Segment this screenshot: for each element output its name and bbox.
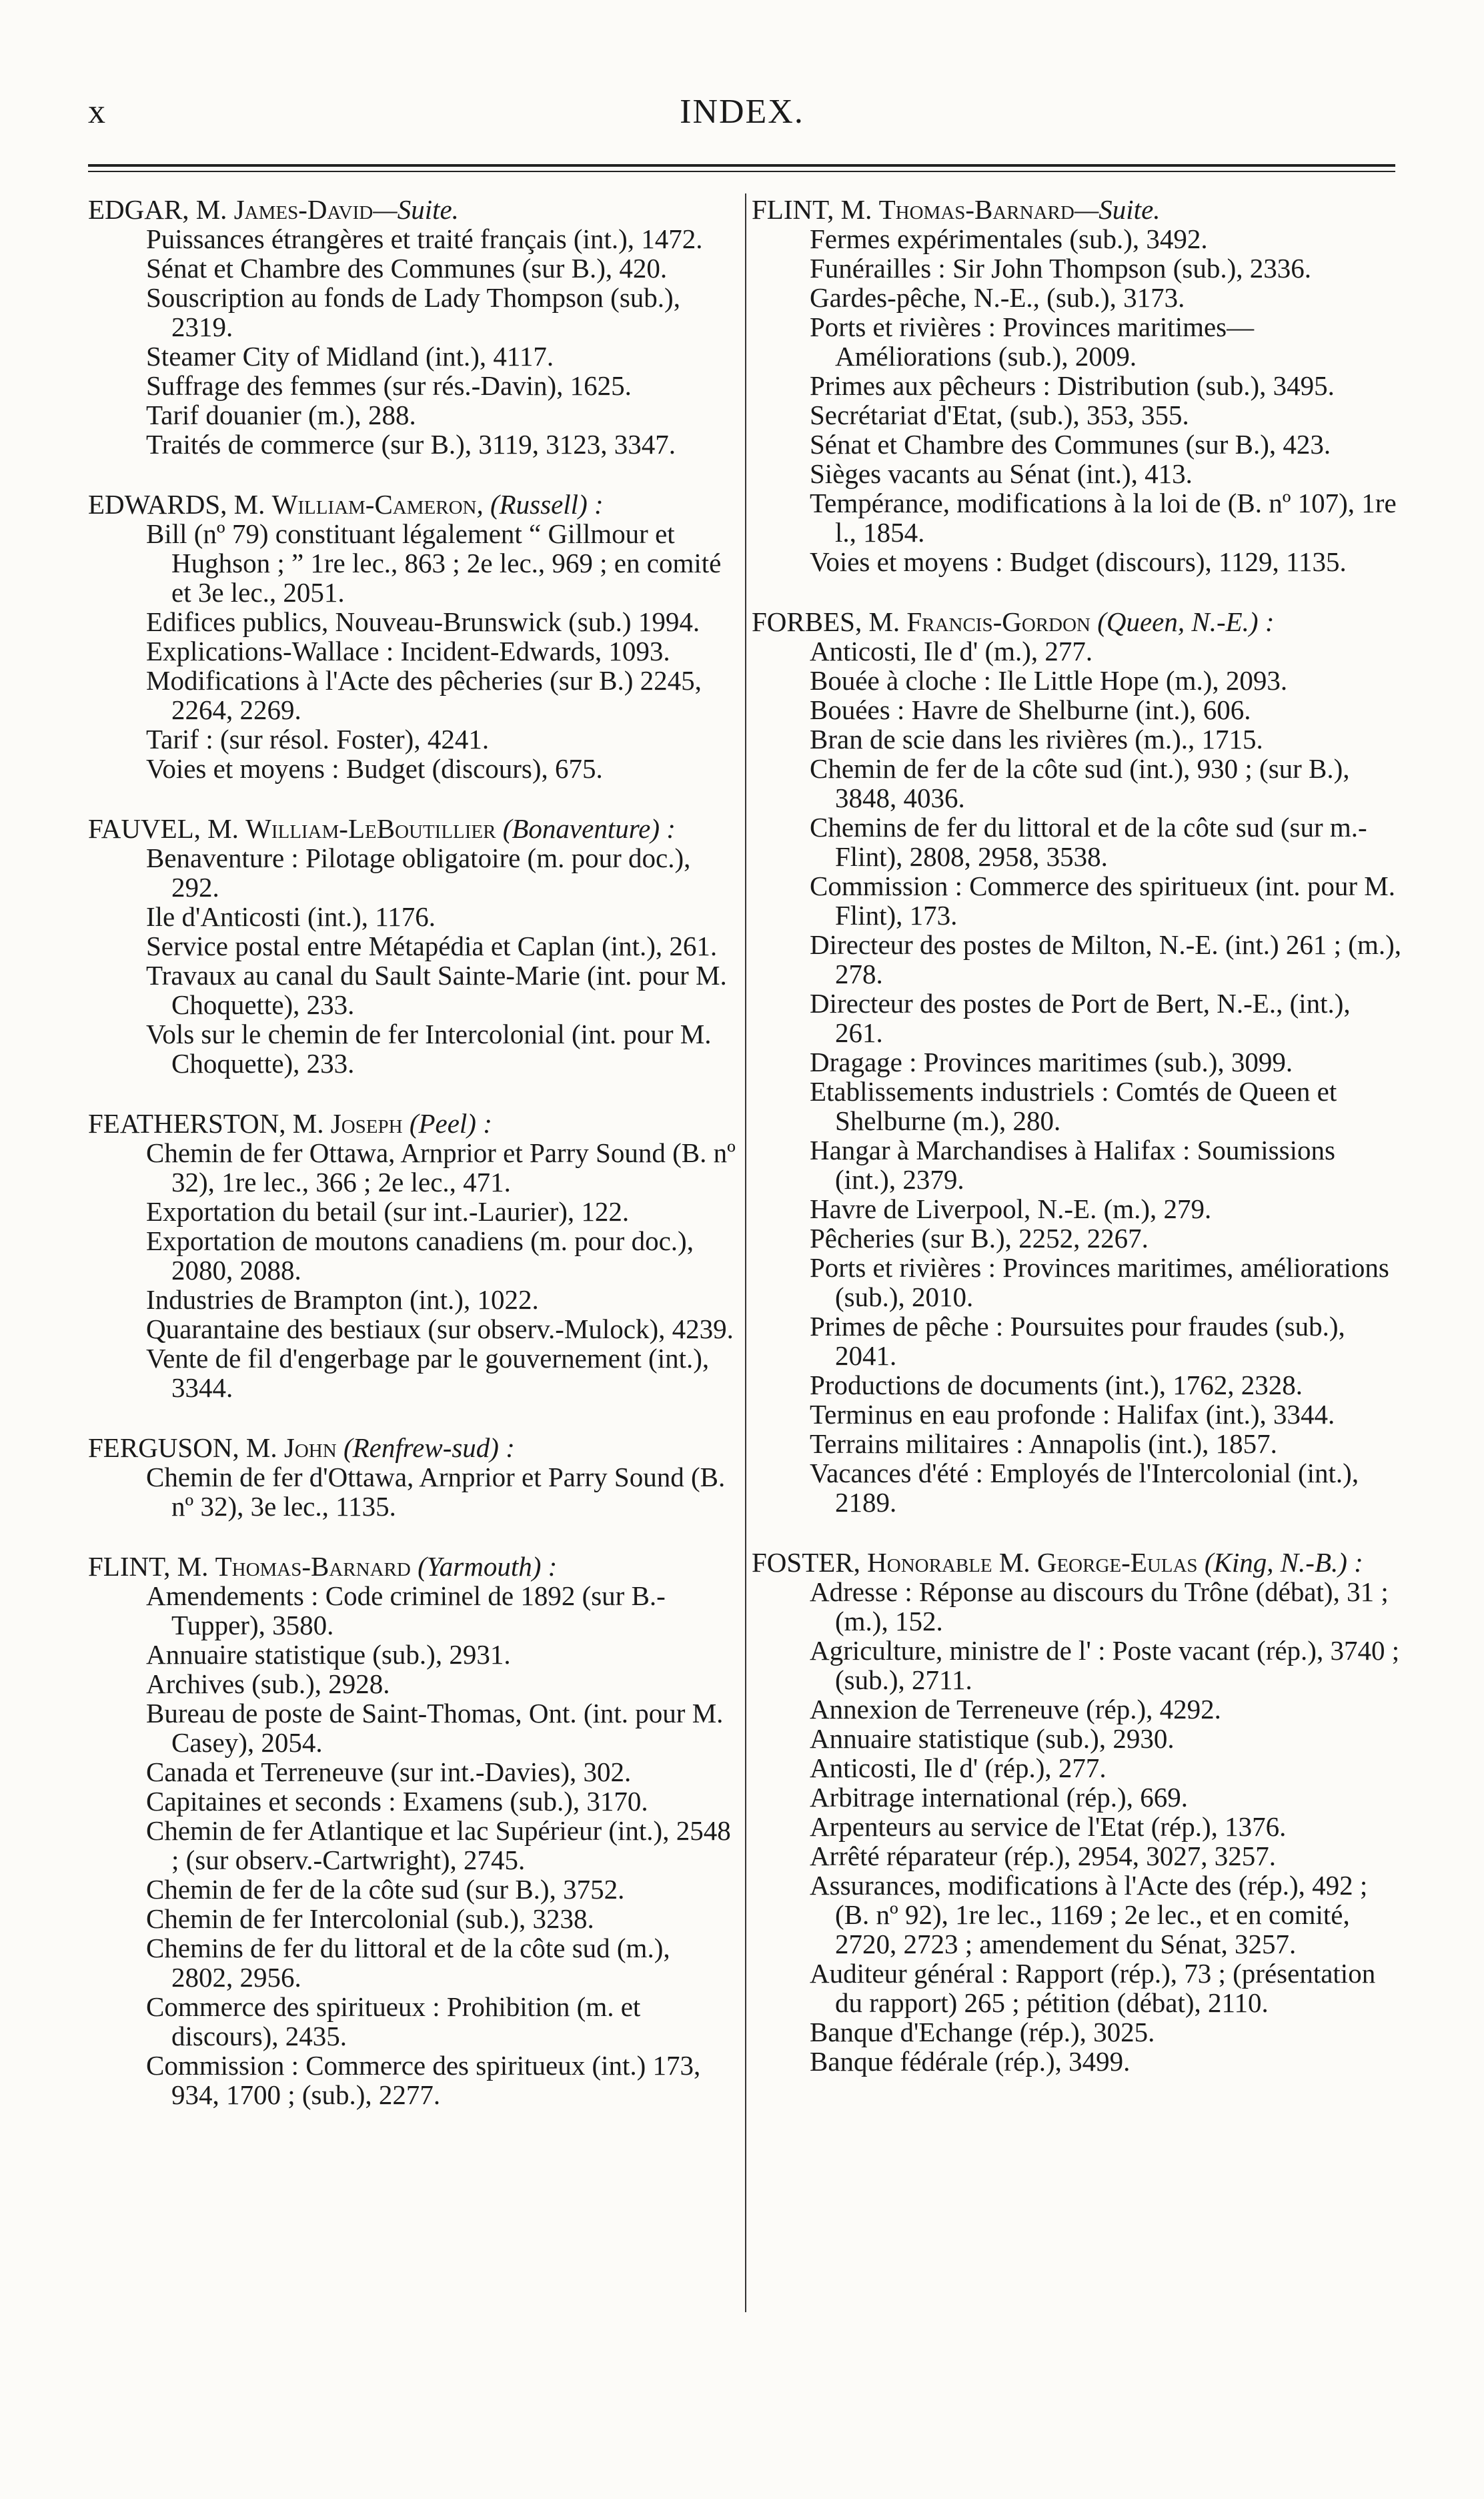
entry-subitem: Fermes expérimentales (sub.), 3492.: [810, 223, 1208, 254]
entry-subitem: Chemin de fer de la côte sud (int.), 930 ; (sur B.), 3848, 4036.: [810, 753, 1350, 813]
header-rule-thick: [88, 164, 1395, 167]
entry-subitem: Tempérance, modifications à la loi de (B. nº 107), 1re l., 1854.: [810, 488, 1397, 548]
entry-subitem: Adresse : Réponse au discours du Trône (débat), 31 ; (m.), 152.: [810, 1576, 1389, 1636]
entry-subitem: Chemin de fer Ottawa, Arnprior et Parry Sound (B. nº 32), 1re lec., 366 ; 2e lec., 471.: [146, 1137, 736, 1197]
entry-subitem: Chemin de fer Atlantique et lac Supérieur (int.), 2548 ; (sur observ.-Cartwright), 2745.: [146, 1815, 731, 1875]
entry-subitem: Edifices publics, Nouveau-Brunswick (sub.) 1994.: [146, 606, 700, 637]
entry-subitem: Productions de documents (int.), 1762, 2328.: [810, 1370, 1303, 1400]
entry-subitem: Bill (nº 79) constituant légalement “ Gillmour et Hughson ; ” 1re lec., 863 ; 2e lec., 969 ; en comité et 3e lec., 2051.: [146, 518, 722, 608]
entry-given-name: John: [283, 1432, 337, 1463]
entry-heading: [88, 1109, 738, 1138]
entry-subitem: Primes aux pêcheurs : Distribution (sub.), 3495.: [810, 370, 1335, 401]
index-entry: [88, 1109, 738, 1402]
entry-subitem: Explications-Wallace : Incident-Edwards, 1093.: [146, 636, 670, 666]
entry-given-name: William-LeBoutillier: [245, 813, 496, 844]
entry-surname: FAUVEL, M.: [88, 813, 246, 844]
entry-subitem: Chemins de fer du littoral et de la côte sud (sur m.-Flint), 2808, 2958, 3538.: [810, 812, 1367, 872]
entry-subitem: Banque d'Echange (rép.), 3025.: [810, 2017, 1155, 2047]
index-entry: [88, 814, 738, 1078]
entry-surname: FLINT, M.: [752, 194, 879, 225]
entry-subitem: Chemins de fer du littoral et de la côte sud (m.), 2802, 2956.: [146, 1933, 670, 1993]
entry-subitem: Bran de scie dans les rivières (m.)., 1715.: [810, 724, 1263, 755]
entry-given-name: Honorable M. George-Eulas: [867, 1547, 1198, 1578]
entry-subitem: Ports et rivières : Provinces maritimes, améliorations (sub.), 2010.: [810, 1252, 1389, 1312]
entry-surname: FORBES, M.: [752, 606, 907, 637]
entry-heading: [88, 814, 738, 843]
entry-subitem: Modifications à l'Acte des pêcheries (sur B.) 2245, 2264, 2269.: [146, 665, 702, 725]
index-entry: [88, 490, 738, 783]
entry-subitem: Annexion de Terreneuve (rép.), 4292.: [810, 1694, 1221, 1724]
entry-subitem: Pêcheries (sur B.), 2252, 2267.: [810, 1223, 1149, 1254]
entry-given-name: Francis-Gordon: [906, 606, 1090, 637]
index-entry: [88, 1433, 738, 1521]
entry-subitem: Arrêté réparateur (rép.), 2954, 3027, 3257.: [810, 1841, 1277, 1871]
entry-riding: , (Russell) :: [476, 489, 604, 520]
entry-given-name: Thomas-Barnard: [215, 1551, 411, 1582]
entry-surname: EDWARDS, M.: [88, 489, 272, 520]
entry-heading: [752, 607, 1402, 636]
entry-riding: —Suite.: [373, 194, 459, 225]
entry-subitem: Commission : Commerce des spiritueux (int.) 173, 934, 1700 ; (sub.), 2277.: [146, 2050, 701, 2110]
index-entry: [752, 195, 1402, 576]
entry-subitem: Havre de Liverpool, N.-E. (m.), 279.: [810, 1193, 1212, 1224]
entry-riding: (Peel) :: [402, 1108, 492, 1139]
entry-riding: (Queen, N.-E.) :: [1090, 606, 1275, 637]
entry-subitem: Anticosti, Ile d' (rép.), 277.: [810, 1753, 1106, 1783]
index-entry: [88, 1552, 738, 2109]
entry-surname: FEATHERSTON, M.: [88, 1108, 331, 1139]
entry-subitem: Ports et rivières : Provinces maritimes—Améliorations (sub.), 2009.: [810, 312, 1255, 372]
entry-riding: (Yarmouth) :: [410, 1551, 558, 1582]
entry-subitem: Banque fédérale (rép.), 3499.: [810, 2046, 1131, 2077]
entry-heading: [752, 195, 1402, 224]
entry-riding: (Bonaventure) :: [496, 813, 676, 844]
entry-heading: [752, 1548, 1402, 1577]
entry-subitem: Archives (sub.), 2928.: [146, 1668, 390, 1699]
entry-heading: [88, 195, 738, 224]
entry-subitem: Directeur des postes de Port de Bert, N.-E., (int.), 261.: [810, 988, 1351, 1048]
entry-subitem: Steamer City of Midland (int.), 4117.: [146, 341, 554, 372]
entry-subitem: Exportation de moutons canadiens (m. pour doc.), 2080, 2088.: [146, 1225, 694, 1286]
entry-heading: [88, 490, 738, 519]
entry-subitem: Gardes-pêche, N.-E., (sub.), 3173.: [810, 282, 1185, 313]
entry-subitem: Sénat et Chambre des Communes (sur B.), 423.: [810, 429, 1331, 460]
entry-subitem: Industries de Brampton (int.), 1022.: [146, 1284, 539, 1315]
entry-subitem: Voies et moyens : Budget (discours), 675.: [146, 753, 603, 784]
entry-subitem: Souscription au fonds de Lady Thompson (sub.), 2319.: [146, 282, 680, 342]
entry-subitem: Amendements : Code criminel de 1892 (sur B.-Tupper), 3580.: [146, 1580, 666, 1640]
left-column: [88, 195, 738, 2140]
entry-surname: FERGUSON, M.: [88, 1432, 284, 1463]
entry-subitem: Commission : Commerce des spiritueux (int. pour M. Flint), 173.: [810, 871, 1396, 931]
entry-subitem: Sièges vacants au Sénat (int.), 413.: [810, 458, 1193, 489]
entry-subitem: Vols sur le chemin de fer Intercolonial (int. pour M. Choquette), 233.: [146, 1019, 712, 1079]
entry-subitem: Anticosti, Ile d' (m.), 277.: [810, 636, 1093, 666]
page-number: x: [88, 93, 105, 131]
entry-subitem: Auditeur général : Rapport (rép.), 73 ; (présentation du rapport) 265 ; pétition (débat), 2110.: [810, 1958, 1376, 2018]
entry-subitem: Secrétariat d'Etat, (sub.), 353, 355.: [810, 400, 1189, 430]
entry-subitem: Suffrage des femmes (sur rés.-Davin), 1625.: [146, 370, 632, 401]
index-entry: [752, 607, 1402, 1517]
entry-subitem: Terrains militaires : Annapolis (int.), 1857.: [810, 1428, 1277, 1459]
index-entry: [88, 195, 738, 459]
entry-subitem: Arbitrage international (rép.), 669.: [810, 1782, 1188, 1813]
entry-subitem: Directeur des postes de Milton, N.-E. (int.) 261 ; (m.), 278.: [810, 929, 1402, 989]
entry-subitem: Tarif : (sur résol. Foster), 4241.: [146, 724, 490, 755]
entry-subitem: Canada et Terreneuve (sur int.-Davies), 302.: [146, 1757, 632, 1787]
entry-riding: (Renfrew-sud) :: [336, 1432, 515, 1463]
entry-subitem: Etablissements industriels : Comtés de Queen et Shelburne (m.), 280.: [810, 1076, 1337, 1136]
right-column: [752, 195, 1402, 2107]
entry-subitem: Exportation du betail (sur int.-Laurier), 122.: [146, 1196, 630, 1227]
entry-subitem: Puissances étrangères et traité français (int.), 1472.: [146, 223, 703, 254]
entry-given-name: Thomas-Barnard: [878, 194, 1074, 225]
entry-riding: (King, N.-B.) :: [1197, 1547, 1363, 1578]
entry-subitem: Ile d'Anticosti (int.), 1176.: [146, 901, 436, 932]
page-header: [0, 92, 1484, 139]
entry-subitem: Chemin de fer d'Ottawa, Arnprior et Parry Sound (B. nº 32), 3e lec., 1135.: [146, 1462, 726, 1522]
entry-given-name: Joseph: [330, 1108, 403, 1139]
entry-subitem: Bureau de poste de Saint-Thomas, Ont. (int. pour M. Casey), 2054.: [146, 1698, 724, 1758]
entry-subitem: Commerce des spiritueux : Prohibition (m. et discours), 2435.: [146, 1991, 641, 2051]
entry-subitem: Capitaines et seconds : Examens (sub.), 3170.: [146, 1786, 648, 1817]
entry-surname: FOSTER,: [752, 1547, 868, 1578]
entry-subitem: Sénat et Chambre des Communes (sur B.), 420.: [146, 253, 668, 284]
entry-subitem: Bouée à cloche : Ile Little Hope (m.), 2093.: [810, 665, 1288, 696]
entry-heading: [88, 1433, 738, 1462]
entry-subitem: Chemin de fer Intercolonial (sub.), 3238.: [146, 1903, 594, 1934]
index-entry: [752, 1548, 1402, 2076]
entry-subitem: Annuaire statistique (sub.), 2931.: [146, 1639, 511, 1670]
entry-subitem: Quarantaine des bestiaux (sur observ.-Mulock), 4239.: [146, 1314, 734, 1344]
entry-subitem: Arpenteurs au service de l'Etat (rép.), 1376.: [810, 1811, 1287, 1842]
entry-subitem: Voies et moyens : Budget (discours), 1129, 1135.: [810, 546, 1347, 577]
entry-subitem: Chemin de fer de la côte sud (sur B.), 3752.: [146, 1874, 625, 1905]
entry-given-name: William-Cameron: [271, 489, 477, 520]
entry-riding: —Suite.: [1074, 194, 1161, 225]
entry-subitem: Benaventure : Pilotage obligatoire (m. pour doc.), 292.: [146, 843, 691, 903]
entry-given-name: James-David: [233, 194, 374, 225]
entry-subitem: Travaux au canal du Sault Sainte-Marie (int. pour M. Choquette), 233.: [146, 960, 727, 1020]
header-rule-thin: [88, 171, 1395, 172]
entry-surname: EDGAR, M.: [88, 194, 234, 225]
entry-subitem: Service postal entre Métapédia et Caplan (int.), 261.: [146, 931, 718, 961]
entry-subitem: Funérailles : Sir John Thompson (sub.), 2336.: [810, 253, 1312, 284]
page-title: INDEX.: [680, 93, 804, 131]
column-divider: [745, 193, 746, 2312]
entry-subitem: Vacances d'été : Employés de l'Intercolonial (int.), 2189.: [810, 1458, 1359, 1518]
entry-heading: [88, 1552, 738, 1581]
entry-subitem: Vente de fil d'engerbage par le gouvernement (int.), 3344.: [146, 1343, 710, 1403]
entry-subitem: Primes de pêche : Poursuites pour fraudes (sub.), 2041.: [810, 1311, 1345, 1371]
entry-subitem: Bouées : Havre de Shelburne (int.), 606.: [810, 694, 1251, 725]
entry-surname: FLINT, M.: [88, 1551, 215, 1582]
entry-subitem: Agriculture, ministre de l' : Poste vacant (rép.), 3740 ; (sub.), 2711.: [810, 1635, 1400, 1695]
entry-subitem: Tarif douanier (m.), 288.: [146, 400, 416, 430]
entry-subitem: Annuaire statistique (sub.), 2930.: [810, 1723, 1175, 1754]
entry-subitem: Terminus en eau profonde : Halifax (int.), 3344.: [810, 1399, 1335, 1430]
entry-subitem: Hangar à Marchandises à Halifax : Soumissions (int.), 2379.: [810, 1135, 1335, 1195]
entry-subitem: Traités de commerce (sur B.), 3119, 3123, 3347.: [146, 429, 676, 460]
entry-subitem: Dragage : Provinces maritimes (sub.), 3099.: [810, 1047, 1293, 1077]
entry-subitem: Assurances, modifications à l'Acte des (rép.), 492 ; (B. nº 92), 1re lec., 1169 ; 2e lec., et en comité, 2720, 2723 ; amendement du Sénat, 3257.: [810, 1870, 1368, 1959]
